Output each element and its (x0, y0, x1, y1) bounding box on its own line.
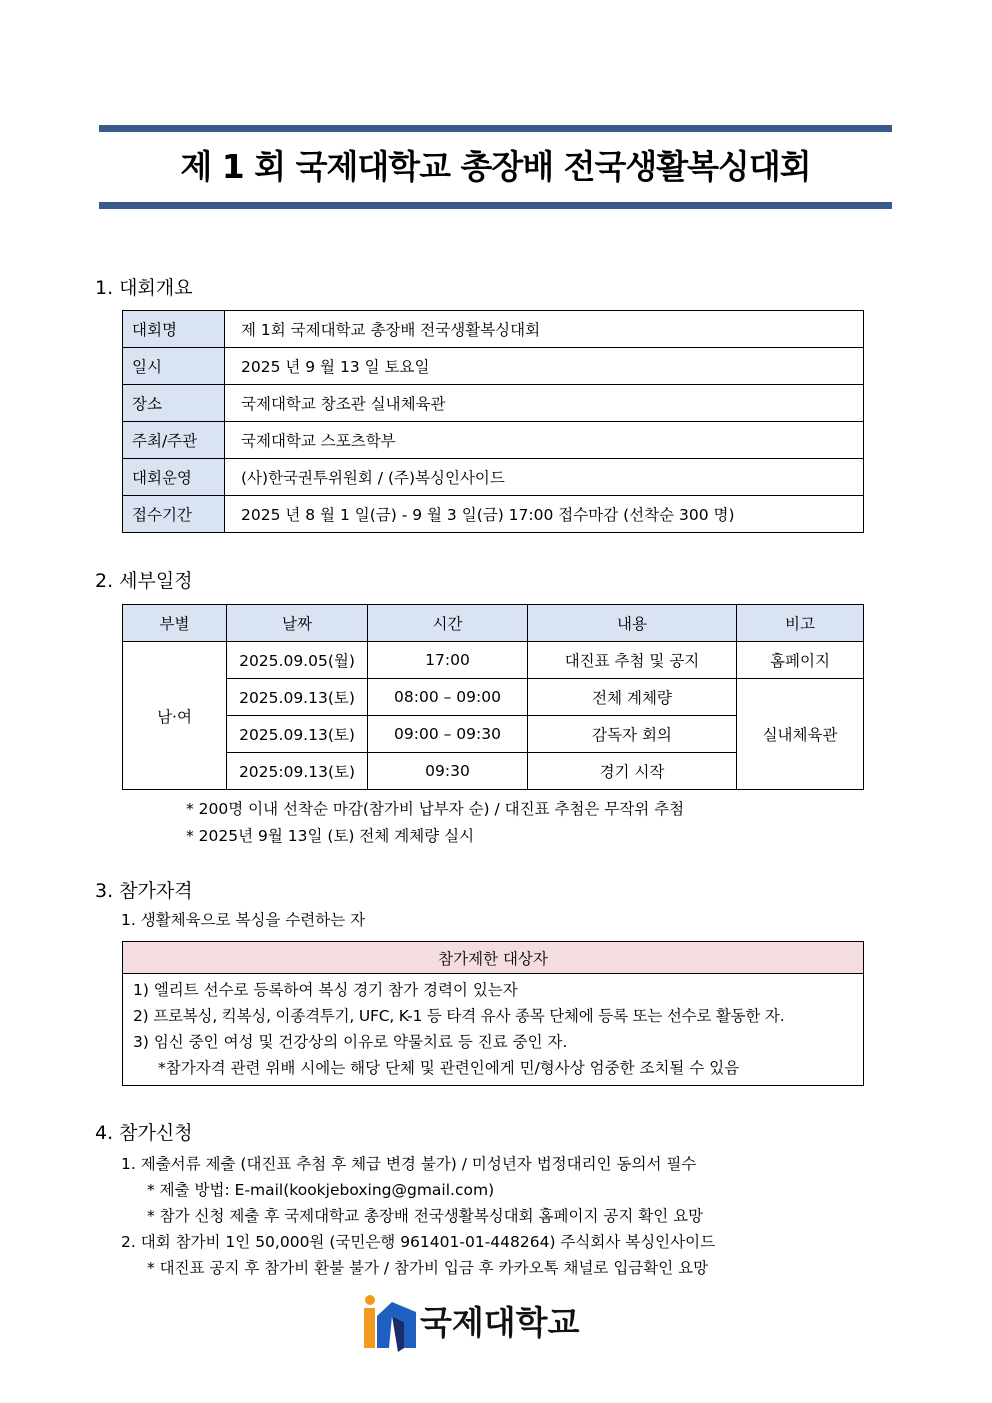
row-value: 국제대학교 창조관 실내체육관 (225, 385, 864, 422)
row-value: 국제대학교 스포츠학부 (225, 422, 864, 459)
date-cell: 2025.09.05(월) (227, 642, 368, 679)
row-value: 2025 년 9 월 13 일 토요일 (225, 348, 864, 385)
page-title: 제 1 회 국제대학교 총장배 전국생활복싱대회 (180, 147, 811, 186)
row-label: 대회명 (123, 311, 225, 348)
time-cell: 08:00 – 09:00 (368, 679, 528, 716)
content-cell: 감독자 회의 (528, 716, 737, 753)
row-value: 제 1회 국제대학교 총장배 전국생활복싱대회 (225, 311, 864, 348)
col-header: 비고 (737, 605, 864, 642)
title-top-bar (99, 125, 892, 132)
table-row (123, 459, 864, 496)
time-cell: 09:30 (368, 753, 528, 790)
note-cell: 홈페이지 (737, 642, 864, 679)
restriction-warning: *참가자격 관련 위배 시에는 해당 단체 및 관련인에게 민/형사상 엄중한 조치될 수 있음 (158, 1059, 740, 1077)
restriction-line: 1) 엘리트 선수로 등록하여 복싱 경기 참가 경력이 있는자 (133, 981, 518, 999)
restriction-body (123, 974, 864, 1086)
restriction-table (122, 941, 864, 1086)
university-logo (362, 1294, 632, 1354)
table-row (123, 496, 864, 533)
table-row (123, 679, 864, 716)
logo-text: 국제대학교 (420, 1303, 580, 1342)
col-header: 부별 (123, 605, 227, 642)
note-cell: 실내체육관 (737, 679, 864, 790)
date-cell: 2025.09.13(토) (227, 679, 368, 716)
application-line: * 참가 신청 제출 후 국제대학교 총장배 전국생활복싱대회 홈페이지 공지 확인 요망 (147, 1207, 704, 1225)
section-heading-schedule: 2. 세부일정 (95, 570, 193, 592)
section-heading-eligibility: 3. 참가자격 (95, 880, 193, 902)
schedule-note: * 200명 이내 선착순 마감(참가비 납부자 순) / 대진표 추첨은 무작위 추첨 (186, 800, 685, 818)
time-cell: 09:00 – 09:30 (368, 716, 528, 753)
content-cell: 경기 시작 (528, 753, 737, 790)
schedule-note: * 2025년 9월 13일 (토) 전체 계체량 실시 (186, 827, 475, 845)
date-cell: 2025:09.13(토) (227, 753, 368, 790)
content-cell: 전체 계체량 (528, 679, 737, 716)
row-label: 주최/주관 (123, 422, 225, 459)
table-row (123, 311, 864, 348)
application-line: * 제출 방법: E-mail(kookjeboxing@gmail.com) (147, 1181, 495, 1199)
time-cell: 17:00 (368, 642, 528, 679)
content-cell: 대진표 추첨 및 공지 (528, 642, 737, 679)
col-header: 시간 (368, 605, 528, 642)
table-row (123, 348, 864, 385)
title-bottom-bar (99, 202, 892, 209)
group-cell: 남·여 (123, 642, 227, 790)
row-value: 2025 년 8 월 1 일(금) - 9 월 3 일(금) 17:00 접수마감 (선착순 300 명) (225, 496, 864, 533)
application-line: 1. 제출서류 제출 (대진표 추첨 후 체급 변경 불가) / 미성년자 법정대리인 동의서 필수 (121, 1155, 697, 1173)
table-row (123, 974, 864, 1086)
application-line: 2. 대회 참가비 1인 50,000원 (국민은행 961401-01-448264) 주식회사 복싱인사이드 (121, 1233, 716, 1251)
col-header: 내용 (528, 605, 737, 642)
university-logo-icon (362, 1294, 418, 1354)
application-line: * 대진표 공지 후 참가비 환불 불가 / 참가비 입금 후 카카오톡 채널로 입금확인 요망 (147, 1259, 709, 1277)
restriction-line: 2) 프로복싱, 킥복싱, 이종격투기, UFC, K-1 등 타격 유사 종목 단체에 등록 또는 선수로 활동한 자. (133, 1007, 785, 1025)
row-value: (사)한국권투위원회 / (주)복싱인사이드 (225, 459, 864, 496)
table-row (123, 642, 864, 679)
section-heading-overview: 1. 대회개요 (95, 277, 193, 299)
table-row (123, 422, 864, 459)
col-header: 날짜 (227, 605, 368, 642)
row-label: 접수기간 (123, 496, 225, 533)
eligibility-item: 1. 생활체육으로 복싱을 수련하는 자 (121, 911, 366, 929)
row-label: 일시 (123, 348, 225, 385)
schedule-table (122, 604, 864, 790)
date-cell: 2025.09.13(토) (227, 716, 368, 753)
table-header-row (123, 605, 864, 642)
overview-table (122, 310, 864, 533)
row-label: 장소 (123, 385, 225, 422)
table-row (123, 385, 864, 422)
row-label: 대회운영 (123, 459, 225, 496)
section-heading-application: 4. 참가신청 (95, 1122, 193, 1144)
restriction-line: 3) 임신 중인 여성 및 건강상의 이유로 약물치료 등 진료 중인 자. (133, 1033, 568, 1051)
restriction-title: 참가제한 대상자 (123, 942, 864, 974)
table-header-row (123, 942, 864, 974)
